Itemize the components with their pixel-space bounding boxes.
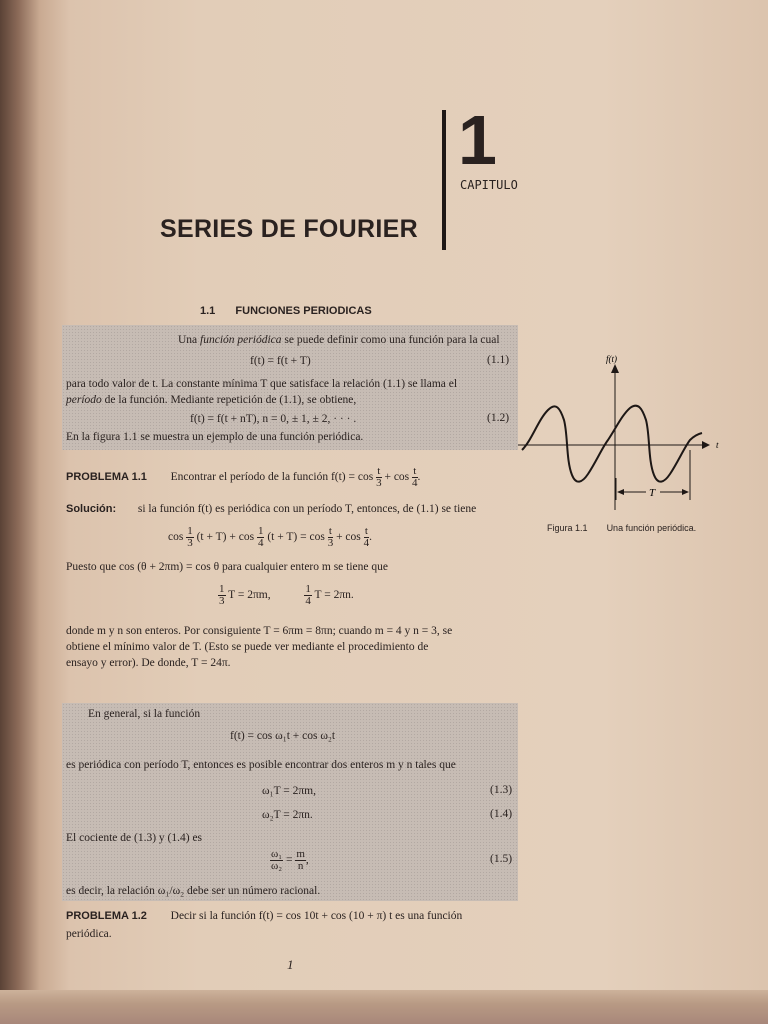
y-axis-arrow [611,364,619,373]
box1-line3 [66,393,356,407]
denominator: ω₂ [271,859,283,872]
equation-1-1: f(t) = f(t + T) [250,355,311,367]
text: de la función. Mediante repetición de (1.1), se obtiene, [101,394,357,406]
chapter-label: CAPITULO [460,178,518,192]
denominator: n [297,859,304,872]
denominator: 4 [363,536,370,549]
denominator: 4 [412,476,418,489]
fraction [328,526,334,549]
equation-ref-1-5: (1.5) [490,853,513,865]
box1-line1 [178,333,500,347]
solution-line [66,502,476,516]
denominator: 3 [327,536,334,549]
text: T = 2πn. [314,589,354,601]
emphasis: período [66,394,102,406]
fraction [218,584,226,607]
equation-ref-1-3: (1.3) [490,784,513,796]
denominator: 3 [219,594,225,607]
equation-1-2: f(t) = f(t + nT), n = 0, ± 1, ± 2, · · · . [190,413,357,425]
x-axis-arrow [702,441,710,449]
box2-line3: El cociente de (1.3) y (1.4) es [66,832,203,844]
y-axis-label: f(t) [606,354,617,364]
emphasis: función periódica [200,334,282,346]
section-number: 1.1 [200,305,216,317]
box2-line2: es periódica con período T, entonces es posible encontrar dos enteros m y n tales que [66,759,456,771]
equation-1-3: ω₁T = 2πm, [262,785,317,797]
solution-puesto: Puesto que cos (θ + 2πm) = cos θ para cualquier entero m se tiene que [66,561,388,573]
fraction [304,584,312,607]
fraction [364,526,370,549]
text: + cos [384,471,410,483]
period-arrowhead-left [617,489,624,495]
figure-caption-text: Una función periódica. [606,523,697,533]
solution-equation: cos $\frac{1}{3}$ (t + T) + cos $\frac{1}{4}$ (t + T) = cos $\frac{t}{3}$ + cos $\frac{t}{4}$ . [168,524,373,549]
periodic-curve [522,406,702,482]
page-number: 1 [287,957,294,972]
equation-1-5: $\frac{\text{ω₁}}{\text{ω₂}}$ = $\frac{m}{n}$ , [271,847,309,872]
numerator: 1 [187,524,193,537]
denominator: 4 [305,594,311,607]
solution-text: si la función f(t) es periódica con un período T, entonces, de (1.1) se tiene [137,503,477,515]
text: se puede definir como una función para la cual [281,334,500,346]
figure-periodic-function [518,350,728,520]
chapter-divider [442,110,446,250]
solution-p3: ensayo y error). De donde, T = 24π. [66,657,231,669]
problem-1-1 [66,462,420,492]
problem-text: Encontrar el período de la función f(t) = cos [170,471,374,483]
solution-p2: obtiene el mínimo valor de T. (Esto se puede ver mediante el procedimiento de [66,641,429,653]
equation-ref-1-4: (1.4) [490,808,513,820]
box2-line1: En general, si la función [88,708,201,720]
numerator: t [377,464,381,477]
equation-1-4: ω₂T = 2πn. [262,809,313,821]
problem-text: Decir si la función f(t) = cos 10t + cos (10 + π) t es una función [170,910,463,922]
x-axis-label: t [716,440,719,450]
equation-ref-1-1: (1.1) [487,354,510,366]
text: . [417,471,421,483]
page-edge [0,990,768,1024]
denominator: 3 [376,476,382,489]
fraction [186,526,194,549]
text: (t + T) = cos [267,531,325,543]
numerator: t [328,524,332,537]
text: + cos [336,531,361,543]
numerator: 1 [305,582,311,595]
chapter-title: SERIES DE FOURIER [160,215,418,243]
denominator: 3 [187,536,193,549]
problem-label: PROBLEMA 1.1 [66,471,147,483]
numerator: t [413,464,417,477]
problem-label: PROBLEMA 1.2 [66,910,147,922]
denominator: 4 [257,536,264,549]
fraction [376,466,382,489]
solution-equation-t [218,580,354,610]
text: cos [168,531,184,543]
period-label: T [649,487,656,499]
box1-line2: para todo valor de t. La constante mínima T que satisface la relación (1.1) se llama el [66,378,458,390]
numerator: t [364,524,368,537]
numerator: m [296,847,305,860]
fraction [270,849,283,872]
box2-line4: es decir, la relación ω₁/ω₂ debe ser un número racional. [66,885,321,897]
chapter-number: 1 [458,101,497,179]
solution-label: Solución: [66,503,117,515]
numerator: ω₁ [271,847,283,860]
numerator: 1 [257,524,264,537]
box2-equation: f(t) = cos ω₁t + cos ω₂t [230,730,336,742]
text: (t + T) + cos [196,531,255,543]
text: T = 2πm, [228,589,271,601]
fraction [257,526,265,549]
solution-p1: donde m y n son enteros. Por consiguiente T = 6πm = 8πn; cuando m = 4 y n = 3, se [66,625,453,637]
section-title: FUNCIONES PERIODICAS [235,305,372,317]
box1-line4: En la figura 1.1 se muestra un ejemplo de una función periódica. [66,431,364,443]
figure-caption-number: Figura 1.1 [547,523,588,533]
fraction [295,849,306,872]
period-arrowhead-right [682,489,689,495]
equation-ref-1-2: (1.2) [487,412,510,424]
numerator: 1 [219,582,225,595]
figure-caption [547,523,696,533]
section-heading [200,305,372,317]
problem-1-2 [66,909,462,923]
text: Una [178,334,201,346]
problem-1-2-cont: periódica. [66,928,112,940]
